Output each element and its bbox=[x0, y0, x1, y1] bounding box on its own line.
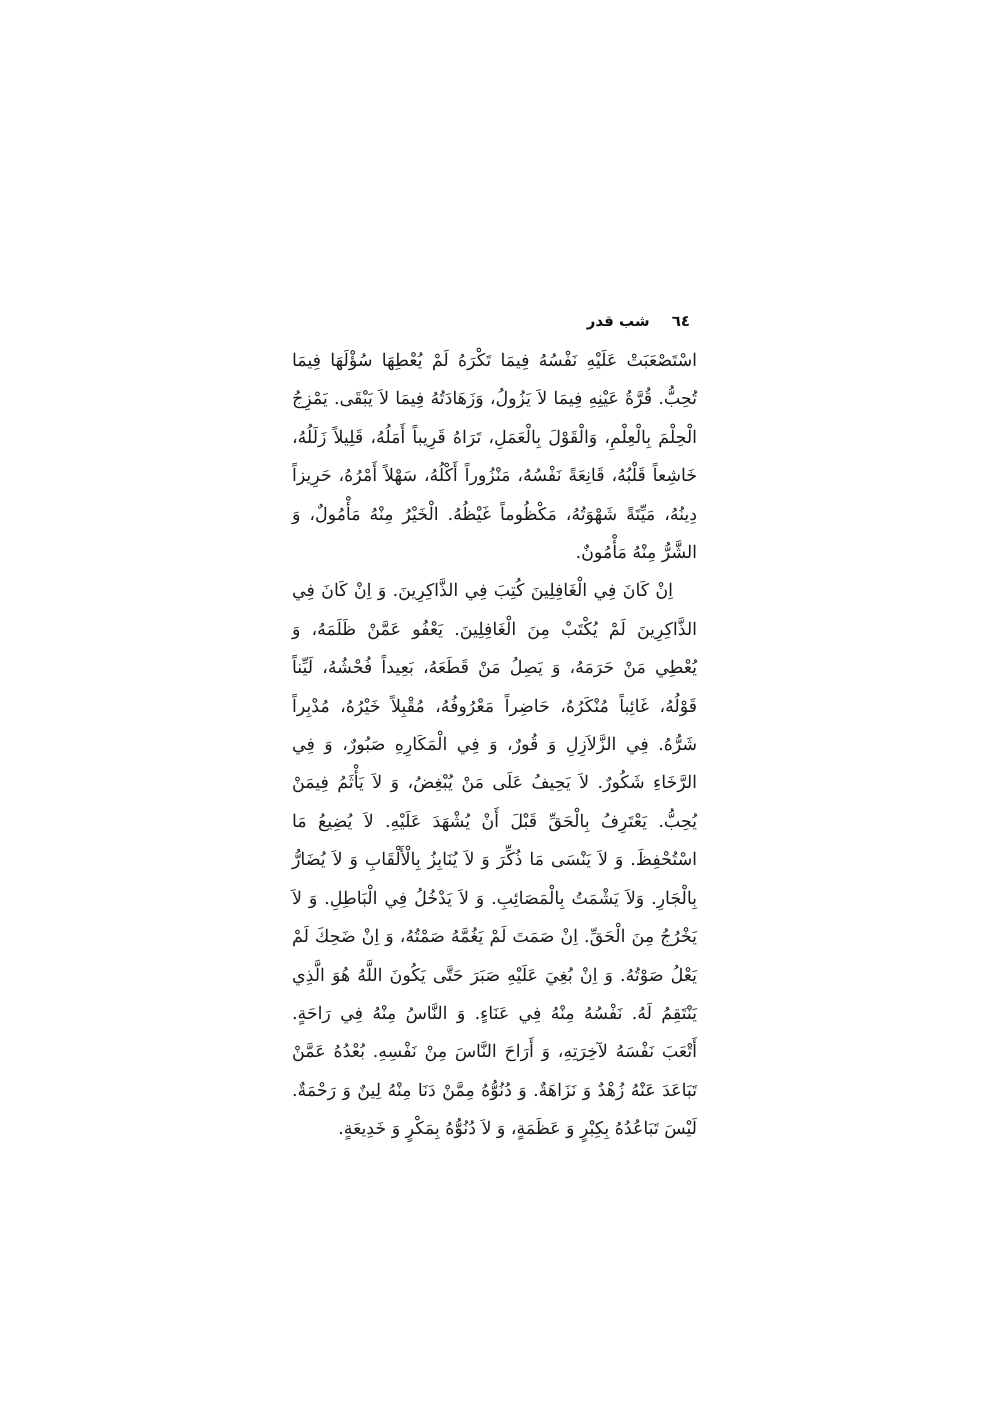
running-title: شب قدر bbox=[586, 312, 650, 330]
page-number: ٦٤ bbox=[671, 312, 690, 330]
paragraph: اسْتَصْعَبَتْ عَلَيْهِ نَفْسُهُ فِيمَا تَكْرَهُ لَمْ يُعْطِهَا سُؤْلَهَا فِيمَا تُحِبُّ. قُرَّةُ عَيْنِهِ فِيمَا لاَ يَزُولُ، وَزَهَادَتُهُ فِيمَا لاَ يَبْقَى. يَمْزِجُ الْحِلْمَ بِالْعِلْمِ، وَالْقَوْلَ بِالْعَمَلِ، تَرَاهُ قَرِيباً أَمَلُهُ، قَلِيلاً زَلَلُهُ، خَاشِعاً قَلْبُهُ، قَانِعَةً نَفْسُهُ، مَنْزُوراً أَكْلُهُ، سَهْلاً أَمْرُهُ، حَرِيزاً دِينُهُ، مَيِّتَةً شَهْوَتُهُ، مَكْظُوماً غَيْظُهُ. الْخَيْرُ مِنْهُ مَأْمُولٌ، وَ الشَّرُّ مِنْهُ مَأْمُونٌ. bbox=[292, 351, 697, 564]
running-header bbox=[370, 312, 690, 330]
body-text bbox=[292, 342, 697, 1149]
paragraph: اِنْ كَانَ فِي الْغَافِلِينَ كُتِبَ فِي الذَّاكِرِينَ. وَ اِنْ كَانَ فِي الذَّاكِرِينَ لَمْ يُكْتَبْ مِنَ الْغَافِلِينَ. يَعْفُو عَمَّنْ ظَلَمَهُ، وَ يُعْطِي مَنْ حَرَمَهُ، وَ يَصِلُ مَنْ قَطَعَهُ، بَعِيداً فُحْشُهُ، لَيِّناً قَوْلُهُ، غَائِباً مُنْكَرُهُ، حَاضِراً مَعْرُوفُهُ، مُقْبِلاً خَيْرُهُ، مُدْبِراً شَرُّهُ. فِي الزَّلاَزِلِ وَ قُورٌ، وَ فِي الْمَكَارِهِ صَبُورٌ، وَ فِي الرَّخَاءِ شَكُورٌ. لاَ يَحِيفُ عَلَى مَنْ يُبْغِضُ، وَ لاَ يَأْثَمُ فِيمَنْ يُحِبُّ. يَعْتَرِفُ بِالْحَقِّ قَبْلَ أَنْ يُشْهَدَ عَلَيْهِ. لاَ يُضِيعُ مَا اسْتُحْفِظَ. وَ لاَ يَنْسَى مَا ذُكِّرَ وَ لاَ يُنَابِزُ بِالْأَلْقَابِ وَ لاَ يُضَارُّ بِالْجَارِ. وَلاَ يَشْمَتُ بِالْمَصَائِبِ. وَ لاَ يَدْخُلُ فِي الْبَاطِلِ. وَ لاَ يَخْرُجُ مِنَ الْحَقِّ. اِنْ صَمَتَ لَمْ يَغُمَّهُ صَمْتُهُ، وَ اِنْ ضَحِكَ لَمْ يَعْلُ صَوْتُهُ. وَ اِنْ بُغِيَ عَلَيْهِ صَبَرَ حَتَّى يَكُونَ اللَّهُ هُوَ الَّذِي يَنْتَقِمُ لَهُ. نَفْسُهُ مِنْهُ فِي عَنَاءٍ. وَ النَّاسُ مِنْهُ فِي رَاحَةٍ. أَتْعَبَ نَفْسَهُ لآخِرَتِهِ، وَ أَرَاحَ النَّاسَ مِنْ نَفْسِهِ. بُعْدُهُ عَمَّنْ تَبَاعَدَ عَنْهُ زُهْدٌ وَ نَزَاهَةٌ. وَ دُنُوُّهُ مِمَّنْ دَنَا مِنْهُ لِينٌ وَ رَحْمَةٌ. لَيْسَ تَبَاعُدُهُ بِكِبْرٍ وَ عَظَمَةٍ، وَ لاَ دُنُوُّهُ بِمَكْرٍ وَ خَدِيعَةٍ. bbox=[292, 581, 697, 1140]
